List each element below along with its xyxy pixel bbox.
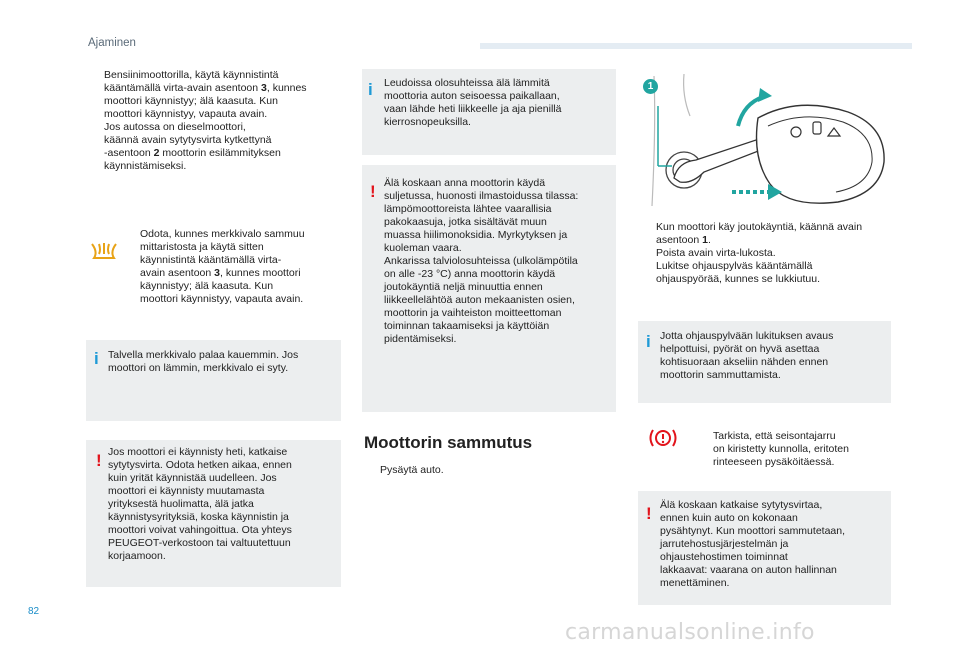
list-item	[640, 247, 895, 260]
position-number: 3	[261, 82, 267, 94]
text-line: asentoon 1.	[656, 234, 711, 246]
text-line: Ankarissa talviolosuhteissa (ulkolämpötila	[384, 255, 578, 267]
text-line: sytytysvirta. Odota hetken aikaa, ennen	[108, 459, 292, 471]
text-line: ohjaustehostimen toiminnat	[660, 551, 788, 563]
text-line: käynnistämiseksi.	[104, 160, 187, 172]
ignition-key-illustration	[638, 66, 893, 216]
text-line: Jos autossa on dieselmoottori,	[104, 121, 246, 133]
glow-plug-note	[140, 228, 345, 306]
info-icon: i	[94, 349, 99, 368]
warning-box-ignition-off	[638, 491, 891, 605]
text-line: liikkeellelähtöä auton mekaanisten osien,	[384, 294, 575, 306]
list-item	[697, 430, 908, 469]
list-item	[88, 69, 343, 121]
text-line: muassa hiilimonoksidia. Myrkytyksen ja	[384, 229, 568, 241]
text-line: on kiristetty kunnolla, eritoten	[713, 443, 849, 455]
text-line: moottorin ja vaihteiston moitteettoman	[384, 307, 562, 319]
text-line: Talvella merkkivalo palaa kauemmin. Jos	[108, 349, 299, 361]
list-item	[88, 121, 343, 173]
text-line: Lukitse ohjauspylväs kääntämällä	[656, 260, 813, 272]
list-item	[640, 260, 895, 286]
position-number: 2	[153, 147, 160, 159]
info-icon: i	[368, 80, 373, 99]
text-line: Poista avain virta-lukosta.	[656, 247, 776, 259]
text-line: käynnistyy; älä kaasuta. Kun	[140, 280, 274, 292]
text-line: Pysäytä auto.	[380, 464, 444, 476]
text-line: kuoleman vaara.	[384, 242, 462, 254]
text-line: käynnistysyrityksiä, koska käynnistin ja	[108, 511, 289, 523]
text-line: menettäminen.	[660, 577, 730, 589]
text-line: pysähtynyt. Kun moottori sammutetaan,	[660, 525, 846, 537]
text-line: Tarkista, että seisontajarru	[713, 430, 836, 442]
text-line: pidentämiseksi.	[384, 333, 457, 345]
list-item	[364, 464, 620, 477]
parking-brake-warning-icon	[648, 427, 678, 449]
text-line: moottori voivat vahingoittua. Ota yhteys	[108, 524, 292, 536]
text-line: Odota, kunnes merkkivalo sammuu	[140, 228, 305, 240]
text-line: -asentoon 2 moottorin esilämmityksen	[104, 147, 281, 159]
text-line: toiminnan takaamiseksi ja käyttöiän	[384, 320, 550, 332]
text-line: käännä avain sytytysvirta kytkettynä	[104, 134, 272, 146]
text-line: moottori on lämmin, merkkivalo ei syty.	[108, 362, 289, 374]
text-line: moottori käynnistyy, vapauta avain.	[140, 293, 304, 305]
watermark: carmanualsonline.info	[565, 620, 815, 645]
text-line: kuin yrität käynnistää uudelleen. Jos	[108, 472, 277, 484]
text-line: yrityksestä huolimatta, älä jatka	[108, 498, 254, 510]
text-line: käynnistintä kääntämällä virta-	[140, 254, 282, 266]
warning-icon: !	[370, 182, 376, 201]
figure-callout-number: 1	[647, 81, 654, 92]
text-line: Bensiinimoottorilla, käytä käynnistintä	[104, 69, 279, 81]
text-line: mittaristosta ja käytä sitten	[140, 241, 264, 253]
text-line: Jos moottori ei käynnisty heti, katkaise	[108, 446, 288, 458]
col3-bullets	[640, 221, 895, 286]
text-line: pakokaasuja, jotka sisältävät muun	[384, 216, 547, 228]
figure-callout	[643, 79, 658, 94]
text-line: Älä koskaan anna moottorin käydä	[384, 177, 546, 189]
glow-plug-icon	[88, 240, 120, 262]
text-line: lämpömoottoreista lähtee vaarallisia	[384, 203, 552, 215]
text-line: moottoria auton seisoessa paikallaan,	[384, 90, 560, 102]
warning-icon: !	[96, 451, 102, 470]
text-line: korjaamoon.	[108, 550, 166, 562]
text-line: Jotta ohjauspylvään lukituksen avaus	[660, 330, 834, 342]
text-line: avain asentoon 3, kunnes moottori	[140, 267, 301, 279]
warning-icon: !	[646, 504, 652, 523]
text-line: joutokäyntiä neljä minuuttia ennen	[384, 281, 543, 293]
text-line: kierrosnopeuksilla.	[384, 116, 471, 128]
text-line: moottori käynnistyy; älä kaasuta. Kun	[104, 95, 278, 107]
text-line: moottori käynnistyy, vapauta avain.	[104, 108, 268, 120]
text-line: PEUGEOT-verkostoon tai valtuutettuun	[108, 537, 291, 549]
text-line: rinteeseen pysäköitäessä.	[713, 456, 835, 468]
page-number: 82	[28, 606, 40, 617]
text-line: Leudoissa olosuhteissa älä lämmitä	[384, 77, 550, 89]
warning-box-exhaust	[362, 165, 616, 412]
text-line: moottori ei käynnisty muutamasta	[108, 485, 265, 497]
header-title: Ajaminen	[88, 37, 136, 49]
text-line: Kun moottori käy joutokäyntiä, käännä avain	[656, 221, 863, 233]
text-line: jarrutehostusjärjestelmän ja	[660, 538, 789, 550]
info-box-mild-weather	[362, 69, 616, 155]
text-line: Älä koskaan katkaise sytytysvirtaa,	[660, 499, 823, 511]
text-line: ohjauspyörää, kunnes se lukkiutuu.	[656, 273, 821, 285]
position-number: 3	[214, 267, 220, 279]
text-line: suljetussa, huonosti ilmastoidussa tilassa:	[384, 190, 579, 202]
text-line: on alle -23 °C) anna moottorin käydä	[384, 268, 556, 280]
position-number: 1	[702, 234, 708, 246]
text-line: moottorin sammuttamista.	[660, 369, 781, 381]
text-line: helpottuisi, pyörät on hyvä asettaa	[660, 343, 820, 355]
list-item	[640, 221, 895, 247]
text-line: vaan lähde heti liikkeelle ja aja pienillä	[384, 103, 562, 115]
warning-box-start-failure	[86, 440, 341, 587]
info-box-winter	[86, 340, 341, 421]
text-line: lakkaavat: vaarana on auton hallinnan	[660, 564, 837, 576]
section-title: Moottorin sammutus	[364, 433, 533, 452]
text-line: kääntämällä virta-avain asentoon 3, kunnes	[104, 82, 307, 94]
header-rule	[480, 43, 912, 49]
col1-bullets	[88, 69, 343, 173]
info-box-steering-lock	[638, 321, 891, 403]
text-line: ennen kuin auto on kokonaan	[660, 512, 798, 524]
text-line: kohtisuoraan akseliin nähden ennen	[660, 356, 829, 368]
info-icon: i	[646, 332, 651, 351]
